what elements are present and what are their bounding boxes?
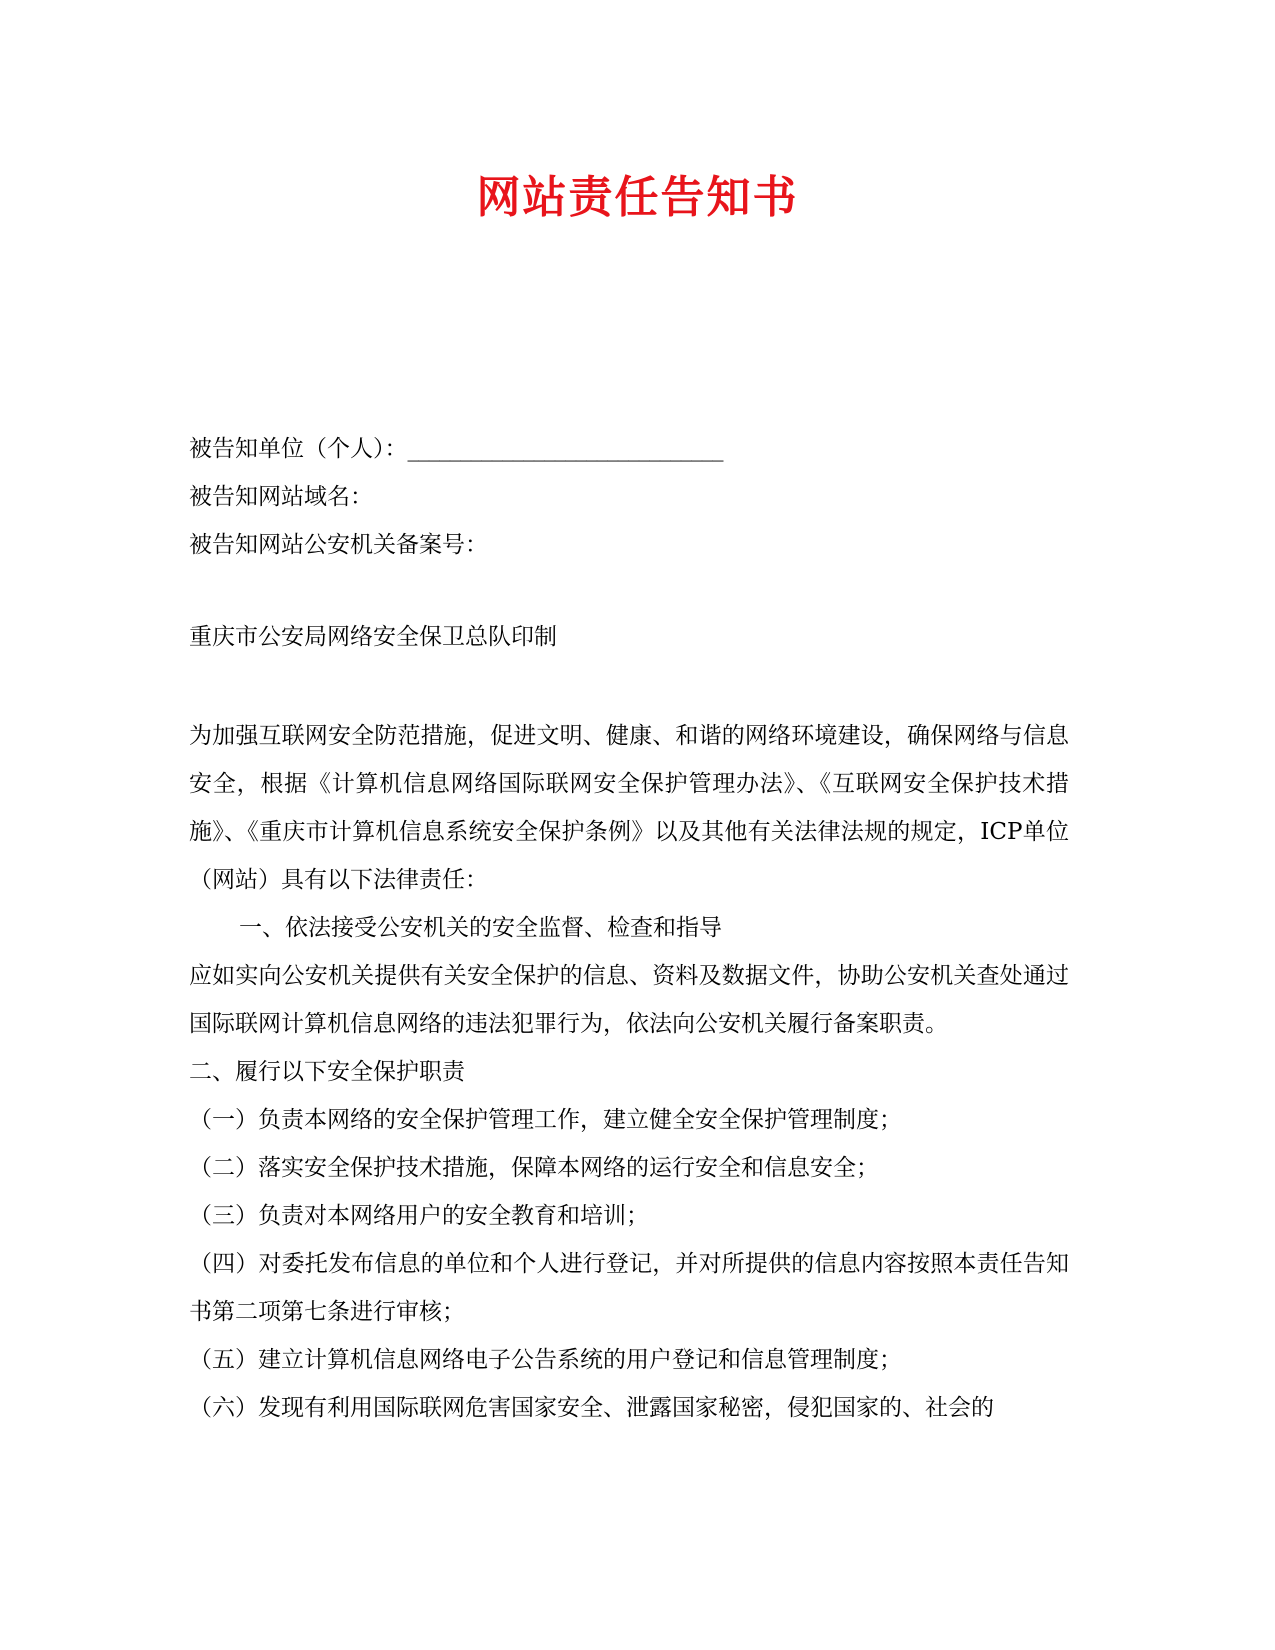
field-domain-label: 被告知网站域名： bbox=[189, 484, 373, 510]
section-heading-1: 一、依法接受公安机关的安全监督、检查和指导 bbox=[239, 915, 722, 941]
duty-item-5: （五）建立计算机信息网络电子公告系统的用户登记和信息管理制度； bbox=[189, 1347, 902, 1373]
duty-item-6: （六）发现有利用国际联网危害国家安全、泄露国家秘密，侵犯国家的、社会的 bbox=[189, 1395, 994, 1421]
field-recipient bbox=[189, 425, 1069, 473]
section-1-text: 应如实向公安机关提供有关安全保护的信息、资料及数据文件，协助公安机关查处通过国际联网计算机信息网络的违法犯罪行为，依法向公安机关履行备案职责。 bbox=[189, 963, 1069, 1037]
duty-item-4: （四）对委托发布信息的单位和个人进行登记，并对所提供的信息内容按照本责任告知书第二项第七条进行审核； bbox=[189, 1251, 1069, 1325]
field-record-number bbox=[189, 521, 1069, 569]
field-record-number-label: 被告知网站公安机关备案号： bbox=[189, 532, 488, 558]
notice-fields bbox=[189, 425, 1069, 569]
document-title: 网站责任告知书 bbox=[476, 172, 799, 223]
intro-paragraph: 为加强互联网安全防范措施，促进文明、健康、和谐的网络环境建设，确保网络与信息安全，根据《计算机信息网络国际联网安全保护管理办法》、《互联网安全保护技术措施》、《重庆市计算机信息系统安全保护条例》以及其他有关法律法规的规定，ICP单位（网站）具有以下法律责任： bbox=[189, 723, 1069, 893]
field-recipient-blank: ______________________________ bbox=[407, 436, 723, 462]
document-body bbox=[189, 712, 1069, 1432]
field-recipient-label: 被告知单位（个人）： bbox=[189, 436, 408, 462]
duty-item-3: （三）负责对本网络用户的安全教育和培训； bbox=[189, 1203, 649, 1229]
field-domain bbox=[189, 473, 1069, 521]
duty-item-1: （一）负责本网络的安全保护管理工作，建立健全安全保护管理制度； bbox=[189, 1107, 902, 1133]
duty-item-2: （二）落实安全保护技术措施，保障本网络的运行安全和信息安全； bbox=[189, 1155, 879, 1181]
section-heading-2: 二、履行以下安全保护职责 bbox=[189, 1059, 465, 1085]
printer-line: 重庆市公安局网络安全保卫总队印制 bbox=[189, 624, 557, 650]
